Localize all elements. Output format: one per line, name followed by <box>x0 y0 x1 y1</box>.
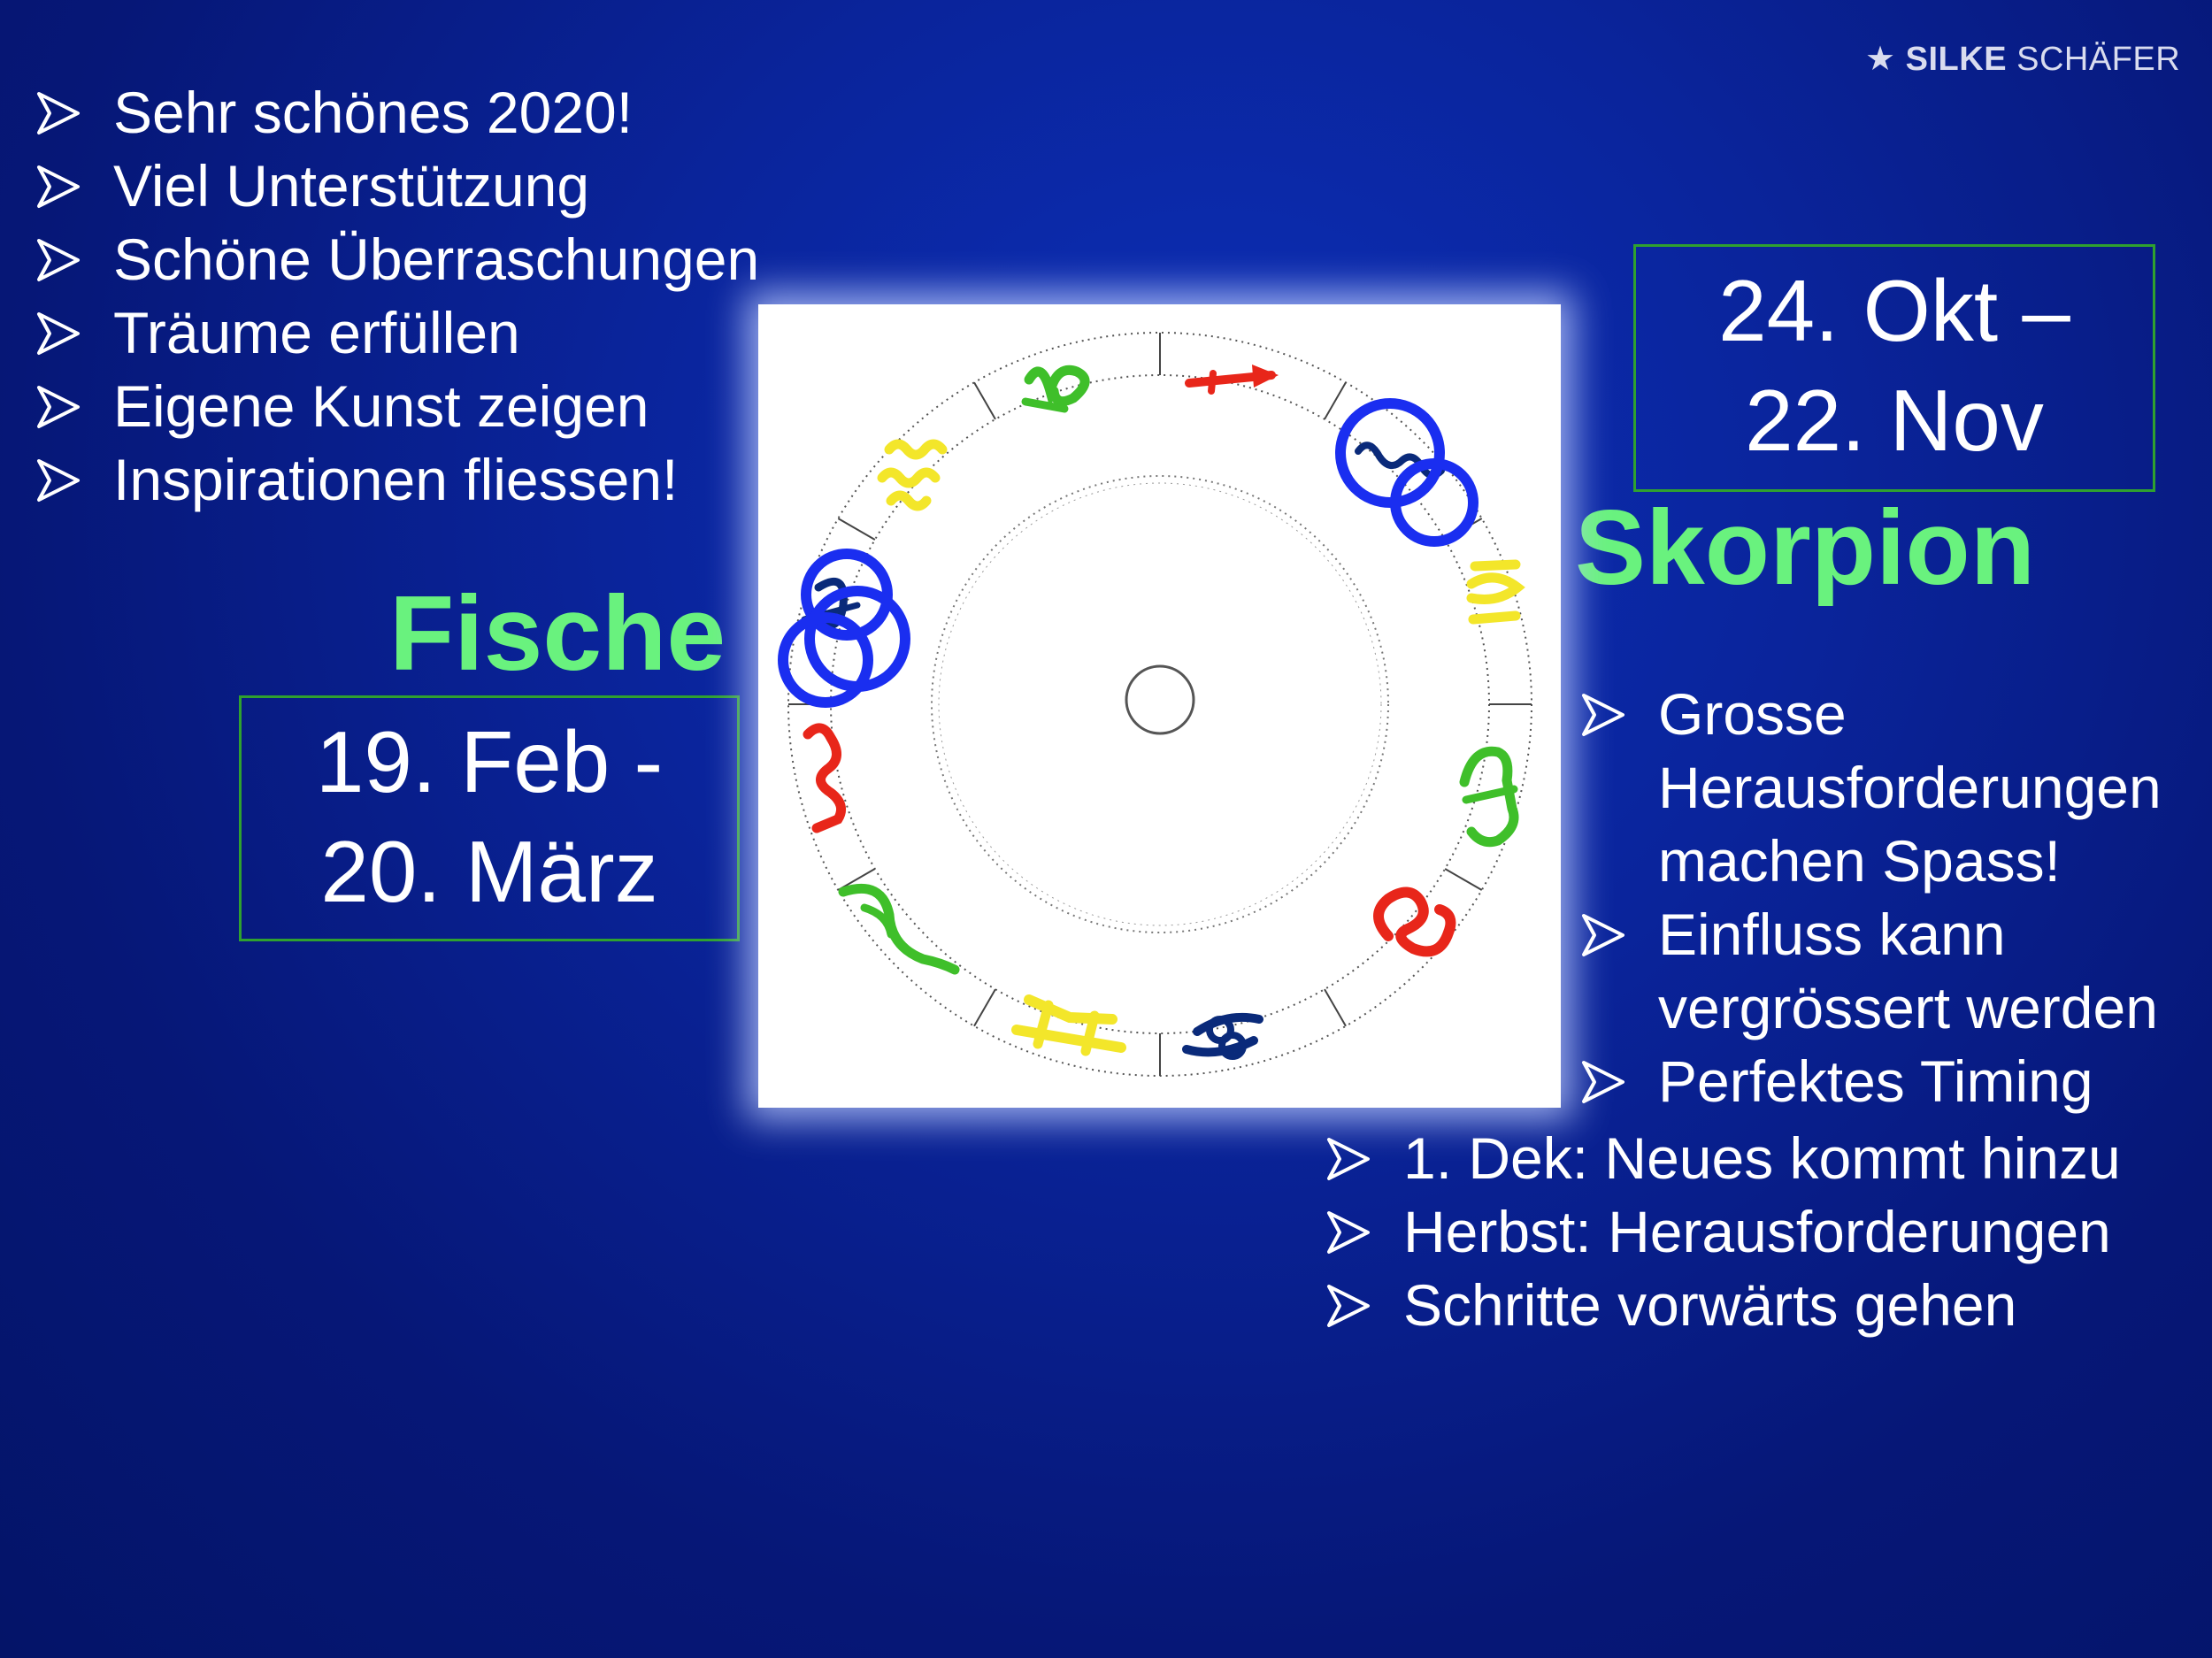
arrow-bullet-icon <box>1324 1208 1373 1257</box>
aries-glyph-icon <box>808 728 841 828</box>
list-item-line: machen Spass! <box>1658 828 2061 894</box>
zodiac-wheel-image <box>758 304 1561 1108</box>
arrow-bullet-icon <box>1578 690 1628 740</box>
taurus-glyph-icon <box>843 888 955 970</box>
wheel-sector-divider <box>1445 869 1482 890</box>
fische-title: Fische <box>389 574 726 693</box>
cancer-glyph-icon <box>1187 1017 1259 1056</box>
skorpion-date-line2: 22. Nov <box>1745 372 2044 469</box>
arrow-bullet-icon <box>1324 1281 1373 1331</box>
libra-glyph-icon <box>1471 564 1517 619</box>
list-item-text: Schöne Überraschungen <box>113 226 760 292</box>
wheel-sector-divider <box>838 518 875 540</box>
bottom-bullet-list <box>1322 1122 2121 1342</box>
arrow-bullet-icon <box>1578 910 1628 960</box>
arrow-bullet-icon <box>1324 1134 1373 1184</box>
list-item <box>1577 898 2162 1045</box>
list-item-line: vergrössert werden <box>1658 975 2158 1040</box>
wheel-sector-divider <box>974 382 995 419</box>
list-item <box>1577 678 2162 898</box>
fische-date-box <box>239 695 740 941</box>
wheel-sector-divider <box>1325 989 1346 1026</box>
list-item <box>32 76 759 150</box>
list-item <box>32 223 759 296</box>
highlight-circles-fische <box>783 554 905 702</box>
list-item-text: Inspirationen fliessen! <box>113 447 679 512</box>
skorpion-bullet-list <box>1577 678 2162 1118</box>
list-item <box>1577 1045 2162 1118</box>
arrow-bullet-icon <box>34 88 83 138</box>
gemini-glyph-icon <box>1017 1000 1121 1051</box>
arrow-bullet-icon <box>34 382 83 432</box>
list-item <box>32 443 759 517</box>
list-item-text: Eigene Kunst zeigen <box>113 373 649 439</box>
wheel-sector-divider <box>1325 382 1346 419</box>
fische-date-line2: 20. März <box>320 823 658 920</box>
wheel-sector-divider <box>974 989 995 1026</box>
star-icon: ★ <box>1865 41 1896 78</box>
list-item-text: 1. Dek: Neues kommt hinzu <box>1403 1125 2121 1191</box>
brand-logo <box>1865 39 2180 79</box>
zodiac-wheel <box>758 304 1561 1108</box>
left-bullet-list <box>32 76 759 517</box>
list-item-text: Herbst: Herausforderungen <box>1403 1199 2111 1264</box>
brand-name-strong: SILKE <box>1905 41 2008 78</box>
highlight-circles-skorpion <box>1340 403 1473 541</box>
list-item <box>1322 1269 2121 1342</box>
list-item-text: Träume erfüllen <box>113 300 520 365</box>
leo-glyph-icon <box>1379 892 1450 951</box>
arrow-bullet-icon <box>34 162 83 211</box>
list-item <box>32 150 759 223</box>
list-item <box>1322 1195 2121 1269</box>
arrow-bullet-icon <box>34 456 83 505</box>
list-item-line: Perfektes Timing <box>1658 1048 2093 1114</box>
list-item-line: Grosse <box>1658 681 1847 747</box>
arrow-bullet-icon <box>34 235 83 285</box>
list-item <box>1322 1122 2121 1195</box>
skorpion-date-box <box>1633 244 2155 492</box>
list-item-text: Sehr schönes 2020! <box>113 80 634 145</box>
list-item <box>32 296 759 370</box>
skorpion-date-line1: 24. Okt – <box>1718 262 2070 359</box>
list-item <box>32 370 759 443</box>
brand-name-rest: SCHÄFER <box>2016 41 2181 78</box>
list-item-text: Schritte vorwärts gehen <box>1403 1272 2017 1338</box>
virgo-glyph-icon <box>1464 751 1514 841</box>
arrow-bullet-icon <box>1578 1057 1628 1107</box>
list-item-text: Viel Unterstützung <box>113 153 590 219</box>
arrow-bullet-icon <box>34 309 83 358</box>
capricorn-glyph-icon <box>1025 370 1085 409</box>
list-item-line: Einfluss kann <box>1658 902 2006 967</box>
fische-date-line1: 19. Feb - <box>315 713 664 810</box>
list-item-line: Herausforderungen <box>1658 755 2162 820</box>
sagittarius-glyph-icon <box>1189 365 1279 391</box>
skorpion-title: Skorpion <box>1575 488 2036 607</box>
aquarius-glyph-icon <box>882 444 942 506</box>
